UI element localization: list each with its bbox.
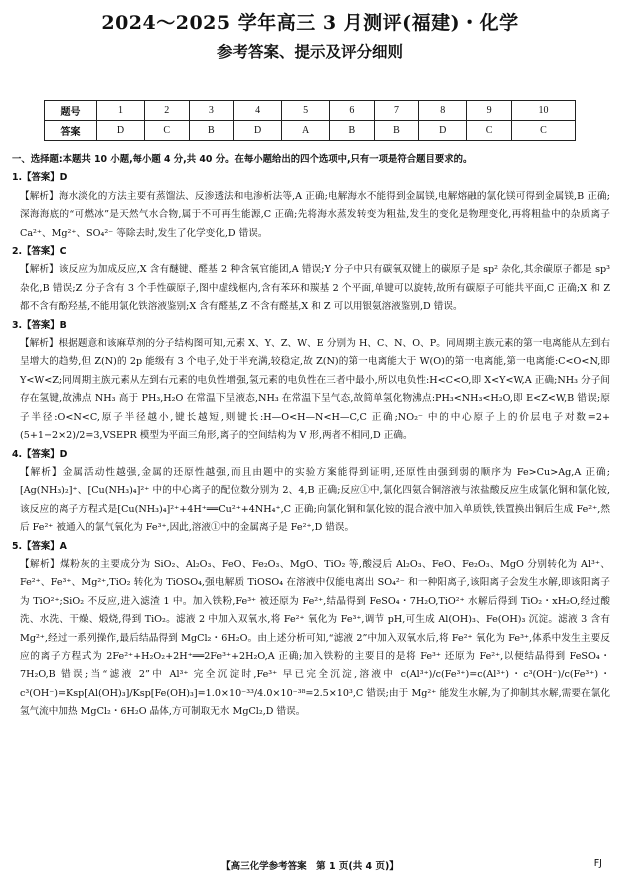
page-title: 2024～2025 学年高三 3 月测评(福建)・化学: [101, 12, 519, 34]
answer-table: [44, 100, 576, 141]
footer-code: FJ: [593, 858, 602, 869]
answer-cell: B: [189, 121, 234, 141]
answer-cell: C: [467, 121, 512, 141]
question-answer-heading: 3.【答案】B: [12, 319, 67, 331]
question-explanation: 【解析】根据题意和该麻草剂的分子结构图可知,元素 X、Y、Z、W、E 分别为 H、C、N、O、P。同周期主族元素的第一电离能从左到右呈增大的趋势,但 Z(N)的 2p 能级有 3 个电子,处于半充满,较稳定,故 Z(N)的第一电离能大于 W(O)的第一电离能,第一电离能:C<O<N,即 Y<W<Z;同周期主族元素从左到右元素的电负性增强,氢元素的电负性在三者中最小,所以电负性:H<C<O,即 X<Y<W,A 正确;NH₃ 分子间存在氢键,故沸点 NH₃ 高于 PH₃,H₂O 在常温下呈液态,NH₃ 在常温下呈气态,故简单氢化物沸点:PH₃<NH₃<H₂O,即 E<Z<W,B 错误;原子半径:O<N<C,原子半径越小,键长越短,则键长:H—O<H—N<H—C,C 正确;NO₂⁻ 中的中心原子上的价层电子对数=2+(5+1−2×2)/2=3,VSEPR 模型为平面三角形,离子的空间结构为 V 形,两者不相同,D 正确。: [20, 338, 610, 442]
question-explanation: 【解析】该反应为加成反应,X 含有醚键、醛基 2 种含氧官能团,A 错误;Y 分子中只有碳氧双键上的碳原子是 sp² 杂化,其余碳原子都是 sp³ 杂化,B 错误;Z 分子含有 3 个手性碳原子,图中虚线框内,含有苯环和羰基 2 个平面,单键可以旋转,故所有碳原子可能共平面,C 正确;X 和 Z 都不含有酚羟基,不能用氯化铁溶液鉴别;X 含有醛基,Z 不含有醛基,X 和 Z 可以用银氨溶液鉴别,D 错误。: [20, 264, 610, 313]
question-number: 1: [97, 101, 145, 121]
row-label-number: 题号: [45, 101, 97, 121]
question-answer-heading: 5.【答案】A: [12, 540, 67, 552]
question-explanation: 【解析】煤粉灰的主要成分为 SiO₂、Al₂O₃、FeO、Fe₂O₃、MgO、TiO₂ 等,酸浸后 Al₂O₃、FeO、Fe₂O₃、MgO 分别转化为 Al³⁺、Fe²⁺、Fe³⁺、Mg²⁺,TiO₂ 转化为 TiOSO₄,强电解质 TiOSO₄ 在溶液中仅能电离出 SO₄²⁻ 和一种阳离子,该阳离子会发生水解,即该阳离子为 TiO²⁺;SiO₂ 不反应,进入滤渣 1 中。加入铁粉,Fe³⁺ 被还原为 Fe²⁺,结晶得到 FeSO₄・7H₂O,TiO²⁺ 水解后得到 TiO₂・xH₂O,经过酸洗、水洗、干燥、煅烧,得到 TiO₂。滤液 2 中加入双氧水,将 Fe²⁺ 氧化为 Fe³⁺,调节 pH,可生成 Al(OH)₃、Fe(OH)₃ 沉淀。滤液 3 含有 Mg²⁺,经过一系列操作,最后结晶得到 MgCl₂・6H₂O。由上述分析可知,“滤液 2”中加入双氧水后,将 Fe²⁺ 氧化为 Fe³⁺,体系中发生主要反应的离子方程式为 2Fe²⁺+H₂O₂+2H⁺══2Fe³⁺+2H₂O,A 正确;加入铁粉的主要目的是将 Fe³⁺ 还原为 Fe²⁺,以便结晶得到 FeSO₄・7H₂O,B 错误;当“滤液 2”中 Al³⁺ 完全沉淀时,Fe³⁺ 早已完全沉淀,溶液中 c(Al³⁺)/c(Fe³⁺)=c(Al³⁺)・c³(OH⁻)/c(Fe³⁺)・c³(OH⁻)=Ksp[Al(OH)₃]/Ksp[Fe(OH)₃]=1.0×10⁻³³/4.0×10⁻³⁸=2.5×10³,C 错误;由于 Mg²⁺ 能发生水解,为了抑制其水解,需要在氯化氢气流中加热 MgCl₂・6H₂O 晶体,方可制取无水 MgCl₂,D 错误。: [20, 558, 610, 718]
question-number: 5: [282, 101, 330, 121]
question-number: 10: [511, 101, 575, 121]
answer-cell: D: [97, 121, 145, 141]
answer-table-number-row: [45, 101, 576, 121]
answer-table-answer-row: [45, 121, 576, 141]
question-number: 7: [374, 101, 419, 121]
question-answer-heading: 2.【答案】C: [12, 246, 67, 258]
page-footer: 【高三化学参考答案 第 1 页(共 4 页)】: [221, 861, 399, 872]
question-answer-heading: 4.【答案】D: [12, 448, 68, 460]
section-heading: 一、选择题:本题共 10 小题,每小题 4 分,共 40 分。在每小题给出的四个选项中,只有一项是符合题目要求的。: [12, 154, 473, 165]
question-number: 9: [467, 101, 512, 121]
question-number: 2: [144, 101, 189, 121]
question-explanation: 【解析】海水淡化的方法主要有蒸馏法、反渗透法和电渗析法等,A 正确;电解海水不能得到金属镁,电解熔融的氯化镁可得到金属镁,B 正确;深海海底的“可燃冰”是天然气水合物,属于不可再生能源,C 正确;先将海水蒸发转变为粗盐,发生的变化是物理变化,再将粗盐中的杂质离子 Ca²⁺、Mg²⁺、SO₄²⁻ 等除去时,发生了化学变化,D 错误。: [20, 190, 610, 239]
question-number: 8: [419, 101, 467, 121]
answer-cell: B: [330, 121, 375, 141]
answer-cell: A: [282, 121, 330, 141]
question-answer-heading: 1.【答案】D: [12, 172, 68, 184]
question-number: 4: [234, 101, 282, 121]
row-label-answer: 答案: [45, 121, 97, 141]
answer-cell: D: [234, 121, 282, 141]
answer-cell: C: [144, 121, 189, 141]
answer-cell: C: [511, 121, 575, 141]
question-explanation: 【解析】金属活动性越强,金属的还原性越强,而且由题中的实验方案能得到证明,还原性由强到弱的顺序为 Fe>Cu>Ag,A 正确;[Ag(NH₃)₂]⁺、[Cu(NH₃)₄]²⁺ 中的中心离子的配位数分别为 2、4,B 正确;反应①中,氯化四氨合铜溶液与浓盐酸反应生成氯化铜和氯化铵,该反应的离子方程式是[Cu(NH₃)₄]²⁺+4H⁺══Cu²⁺+4NH₄⁺,C 正确;向氯化铜和氯化铵的混合液中加入单质铁,铁置换出铜后生成 Fe²⁺,然后 Fe²⁺ 被通入的氯气氧化为 Fe³⁺,因此,溶液①中的金属离子是 Fe²⁺,D 错误。: [20, 466, 610, 534]
question-number: 3: [189, 101, 234, 121]
page-subtitle: 参考答案、提示及评分细则: [216, 42, 403, 61]
answer-cell: B: [374, 121, 419, 141]
answer-explanations: [12, 151, 610, 722]
question-number: 6: [330, 101, 375, 121]
answer-cell: D: [419, 121, 467, 141]
